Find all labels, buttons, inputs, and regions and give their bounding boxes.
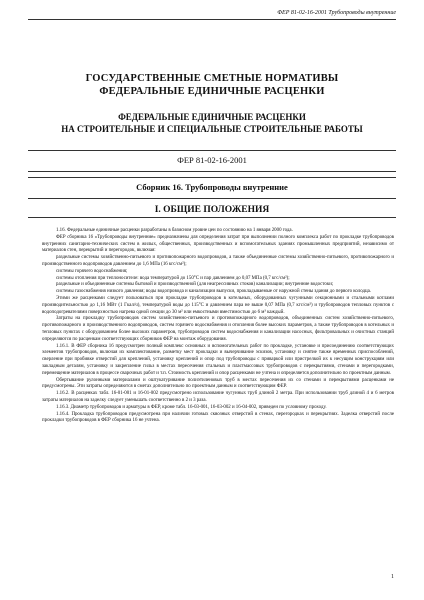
paragraph: системы газоснабжения низкого давления; воды водопровода и канализации выпуски, прокладываемые от наружной стены здания до первого колодца. [56,289,372,295]
paragraph: системы отопления при теплоносителе: вода температурой до 150°С и пар давлением до 0,07 МПа (0,7 кгс/см²); [56,275,290,281]
paragraph: ФЕР сборника 16 «Трубопроводы внутренние» предназначены для определения затрат при выполнении полного комплекса работ по прокладке трубопроводов внутренних санитарно-технических систем в жилых, общественных, производственных и вспомогательных зданиях промышленных предприятий, независимо от материалов стен, перекрытий и перегородок, включая: [42,234,394,254]
paragraph: системы горячего водоснабжения; [56,268,128,274]
page-number: 1 [391,574,394,580]
collection-box [28,177,396,199]
paragraph: Затраты на прокладку трубопроводов систем хозяйственно-питьевого и противопожарного водопроводов, объединенных систем хозяйственно-питьевого, противопожарного и производственного водопроводов, систем горячего водоснабжения и отопления более высоких параметров, а также трубопроводов в котельных и тепловых пунктах с оборудованием более высоких параметров, трубопроводов систем водоснабжения и канализации насосных, фильтровальных и очистных станций определяются по расценкам соответствующих сборников ФЕР на монтаж оборудования. [42,316,394,342]
paragraph: раздельные системы хозяйственно-питьевого и противопожарного водопроводов, а также объединенные системы хозяйственно-питьевого, противопожарного и производственного водопроводов давлением до 1,6 МПа (16 кгс/см²); [42,255,394,267]
title-line-2: ФЕДЕРАЛЬНЫЕ ЕДИНИЧНЫЕ РАСЦЕНКИ [99,86,325,97]
title-block [28,72,396,135]
header-divider [28,19,396,20]
paragraph: раздельные и объединенные системы бытовой и производственной (для неагрессивных стоков) канализации; внутренние водостоки; [56,282,334,288]
running-header: ФЕР 81-02-16-2001 Трубопроводы внутренние [277,10,396,16]
paragraph: Обертывание рулонными материалами и оштукатуривание полиэтиленовых труб в местах пересечения их со стенами и перекрытиями расценками не предусмотрены. Эти затраты определяются в сметах дополнительно по проектным данным и соответствующим ФЕР. [42,377,394,390]
section-heading: I. ОБЩИЕ ПОЛОЖЕНИЯ [28,205,396,218]
title-line-4: НА СТРОИТЕЛЬНЫЕ И СПЕЦИАЛЬНЫЕ СТРОИТЕЛЬНЫЕ РАБОТЫ [61,123,363,134]
paragraph: Этими же расценками следует пользоваться при прокладке трубопроводов в котельных, оборудованных чугунными секционными и стальными котлами производительностью до 1,16 МВт (1 Гкал/ч), температурой воды до 115°С и давлением пара не выше 0,07 МПа (0,7 кгс/см²) и трубопроводов тепловых пунктов с водоподогревателями поверхностью нагрева одной секции до 30 м² или емкостными вместимостью до 6 м³ каждый. [42,295,394,315]
paragraph: 1.16.1. В ФЕР сборника 16 предусмотрен полный комплекс основных и вспомогательных работ по прокладке, установке и присоединению соответствующих элементов трубопроводов, включая их комплектование, разметку мест прокладки и вычерчивание эскизов, установку и снятие также временных приспособлений, сверление при пробивке отверстий для креплений, установку креплений и опор под трубопроводы с приваркой или пристрелкой их к несущим конструкциям или закладным деталям, установку и закрепление гильз в местах пересечения стальных и пластмассовых трубопроводов с перекрытиями, стенами и перегородками, перемещение материалов в процессе сварочных работ и т.п. Стоимость креплений и опор расценками не учтена и определяется дополнительно по проектным данным. [42,343,394,376]
paragraph: 1.16.3. Диаметр трубопроводов и арматуры в ФЕР, кроме табл. 16-03-001, 16-03-002 и 16-04-002, приведен по условному проходу. [56,404,327,410]
paragraph: 1.16.2. В расценках табл. 16-01-001 и 16-01-002 предусмотрено использование чугунных труб длиной 2 метра. При использовании труб длиной 4 и 6 метров затраты материалов на заделку следует уменьшать соответственно в 2 и 3 раза. [42,391,394,403]
paragraph: 1.16. Федеральные единичные расценки разработаны в базисном уровне цен по состоянию на 1 января 2000 года. [56,228,293,233]
title-line-1: ГОСУДАРСТВЕННЫЕ СМЕТНЫЕ НОРМАТИВЫ [85,73,339,84]
document-code-box [28,150,396,172]
title-line-3: ФЕДЕРАЛЬНЫЕ ЕДИНИЧНЫЕ РАСЦЕНКИ [118,112,306,122]
document-body [42,228,394,425]
document-code: ФЕР 81-02-16-2001 [177,155,247,165]
paragraph: 1.16.4. Прокладка трубопроводов предусмотрена при наличии готовых сквозных отверстий в стенах, перегородках и перекрытиях. Заделка отверстий после прокладки трубопроводов в ФЕР сборника 16 не учтена. [42,411,394,424]
collection-title: Сборник 16. Трубопроводы внутренние [136,182,288,192]
